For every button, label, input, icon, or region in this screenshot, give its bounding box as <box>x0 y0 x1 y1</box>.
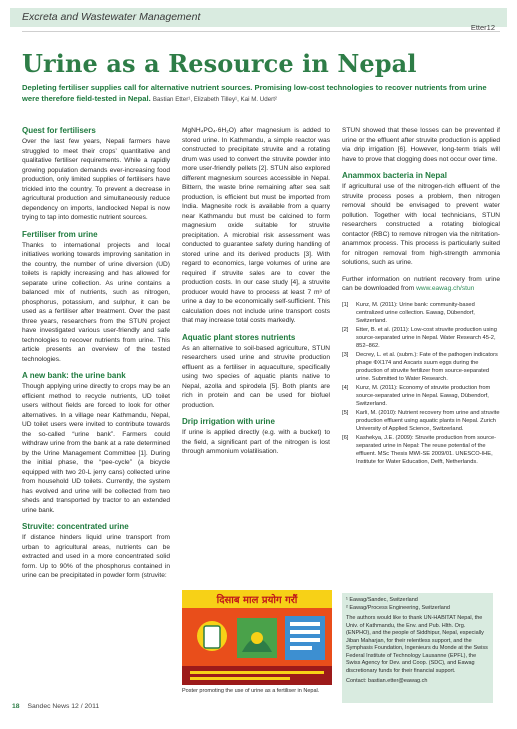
para-stun: STUN showed that these losses can be prevented if urine or the effluent after struvite production is applied via drip irrigation [6]. However, long-term trials will have to prove that clogging does not occur over time. <box>342 127 500 163</box>
affiliation-1: ¹ Eawag/Sandec, Switzerland <box>346 597 418 603</box>
para-struvite: If distance hinders liquid urine transport from urban to agricultural areas, nutrients can be extracted and used in a more concentrated solid form. Up to 90% of the phosphorus contained in urine can be precipitated in powder form (struvite: <box>22 534 170 579</box>
page-number: 18 <box>12 703 20 710</box>
more-info-text: Further information on nutrient recovery from urine can be downloaded from <box>342 275 500 292</box>
header-author: Etter12 <box>470 23 495 32</box>
article-title: Urine as a Resource in Nepal <box>22 49 417 78</box>
lead-paragraph <box>22 82 500 105</box>
reference-item: [1] Kunz, M. (2011): Urine bank: community-based centralized urine collection. Eawag, Dübendorf, Switzerland. <box>342 301 475 324</box>
heading-drip: Drip irrigation with urine <box>182 417 275 426</box>
affiliation-2: ² Eawag/Process Engineering, Switzerland <box>346 604 450 611</box>
heading-aquatic: Aquatic plant stores nutrients <box>182 332 296 342</box>
page-footer <box>12 703 99 710</box>
reference-list <box>342 301 500 466</box>
heading-anammox: Anammox bacteria in Nepal <box>342 171 447 180</box>
poster-image <box>182 590 332 685</box>
heading-urine-bank: A new bank: the urine bank <box>22 371 126 380</box>
stun-link[interactable]: www.eawag.ch/stun <box>416 285 475 292</box>
column-2 <box>182 126 330 650</box>
affiliation-box <box>342 593 493 703</box>
para-quest: Over the last few years, Nepali farmers have struggled to meet their crops’ quantitative and qualitative fertiliser requirements. While a rapidly growing population demands ever-increasing food production, only limited supplies of fertilisers have trickled into the country. To prevent a decrease in agricultural production and simultaneously reduce dependency on imports, landlocked Nepal is now trying to tap into domestic nutrient sources. <box>22 138 170 221</box>
lead-authors: Bastian Etter¹, Elizabeth Tilley¹, Kai M. Udert² <box>152 96 277 103</box>
para-drip: If urine is applied directly (e.g. with a bucket) to the field, a significant part of the nitrogen is lost through ammonium volatilisation. <box>182 429 330 455</box>
heading-struvite: Struvite: concentrated urine <box>22 522 129 531</box>
para-magnesium: MgNH₄PO₄·6H₂O) after magnesium is added to stored urine. In Kathmandu, a simple reactor was constructed to precipitate struvite and a rotating drum was used to convert the struvite powder into more user-friendly pellets [2]. STUN also explored different magnesium sources accessible in Nepal. Bittern, the waste brine remaining after sea salt production, is efficient but must be imported from India. Magnesite rock is available from a quarry near Kathmandu but must be calcined to form magnesium oxide suitable for struvite precipitation. A microbial risk assessment was conducted to guarantee safety during handling of stored urine and its derived products [3]. With regard to economics, large volumes of urine are required if struvite sales are to cover the production costs. In our case study [4], a struvite producer would have to process at least 7 m³ of urine a day to be economically self-sufficient. This calculation does not include urine transport costs that may increase total costs markedly. <box>182 127 330 324</box>
contact-line: Contact: bastian.etter@eawag.ch <box>346 678 428 684</box>
para-more-info <box>342 275 500 294</box>
heading-quest: Quest for fertilisers <box>22 126 96 135</box>
para-urine-bank: Though applying urine directly to crops may be an efficient method to recycle nutrients, UD toilet users without fields are forced to look for other alternatives. In a village near Kathmandu, Nepal, UD toilet users were invited to contribute towards the so-called “urine bank”. Farmers could withdraw urine from the bank at a rate determined by the Urine Management Committee [1]. During the initial phase, the “pee-cycle” (a bicycle equipped with two 20-L jerry cans) collected urine from household UD toilets. Currently, the system has evolved and urine will be collected from two sheds and transported by tractor to an extended urine bank. <box>22 383 170 514</box>
reference-item: [5] Karli, M. (2010): Nutrient recovery from urine and struvite production effluent using aquatic plants in Nepal. Zurich University of Applied Science, Switzerland. <box>342 409 500 432</box>
poster-illustration <box>182 590 332 685</box>
acknowledgements: The authors would like to thank UN-HABITAT Nepal, the Univ. of Kathmandu, the Env. and Pub. Hlth. Org. (ENPHO), and the people of Siddhipur, Nepal, especially Jiban Maharjan, for their relentless support, and the Symphasis Foundation, Ingenieurs du Monde at the Swiss Federal Institute of Technology Lausanne (EPFL), the Swiss Agency for Dev. and Coop. (SDC), and Eawag discretionary funds for their financial support. <box>346 615 488 674</box>
poster-headline: दिसाब माल प्रयोग गरौं <box>216 595 298 606</box>
heading-fertiliser: Fertiliser from urine <box>22 229 98 239</box>
lead-text: Depleting fertiliser supplies call for alternative nutrient sources. Promising low-cost technologies to recover nutrients from urine were therefore field-tested in Nepal. <box>22 83 487 103</box>
issue-name: Sandec News 12 / 2011 <box>27 703 100 710</box>
reference-item: [3] Decrey, L. et al. (subm.): Fate of the pathogen indicators phage ΦX174 and Ascaris suum eggs during the production of struvite fertilizer from source-separated urine. Submitted to Water Research. <box>342 351 498 382</box>
reference-item: [4] Kunz, M. (2011): Economy of struvite production from source-separated urine in Nepal. Eawag, Dübendorf, Switzerland. <box>342 384 491 407</box>
para-fertiliser: Thanks to international projects and local initiatives working towards improving sanitation in the country, the number of urine diversion (UD) toilets is rapidly increasing and has allowed for separate urine collection. As urine contains a balanced mix of nutrients, such as nitrogen, phosphorus, potassium, and sulphur, it can be used as a fertiliser after treatment. Over the past three years, researchers from the STUN project have investigated various user-friendly and safe technologies to recover nutrients from urine. This article presents an overview of the tested technologies. <box>22 241 170 363</box>
poster-caption: Poster promoting the use of urine as a fertiliser in Nepal. <box>182 688 320 694</box>
section-title: Excreta and Wastewater Management <box>22 11 201 23</box>
para-aquatic: As an alternative to soil-based agriculture, STUN researchers used urine and struvite production effluent as a fertiliser in aquaculture, specifically using two species of aquatic plants native to Nepal, azolla and spirodela [5]. Both plants are rich in protein and can be used for biofuel production. <box>182 344 330 409</box>
header-rule <box>22 31 500 32</box>
reference-item: [6] Kashekya, J.E. (2009): Struvite production from source-separated urine in Nepal: The reuse potential of the effluent. MSc Thesis MWI-SE 2009/01. UNESCO-IHE, Institute for Water Education, Delft, Netherlands. <box>342 434 497 465</box>
para-anammox: If agricultural use of the nitrogen-rich effluent of the struvite process poses a problem, then nitrogen removal should be envisaged to prevent water pollution. Together with local technicians, STUN researchers constructed a rotating biological contactor (RBC) to remove nitrogen via the nitritation-anammox process. This process is particularly suited for nitrogen removal from high-strength ammonia solutions, such as urine. <box>342 183 500 266</box>
reference-item: [2] Etter, B. et al. (2011): Low-cost struvite production using source-separated urine in Nepal. Water Research 45-2, 852–862. <box>342 326 497 349</box>
column-1 <box>22 126 170 710</box>
